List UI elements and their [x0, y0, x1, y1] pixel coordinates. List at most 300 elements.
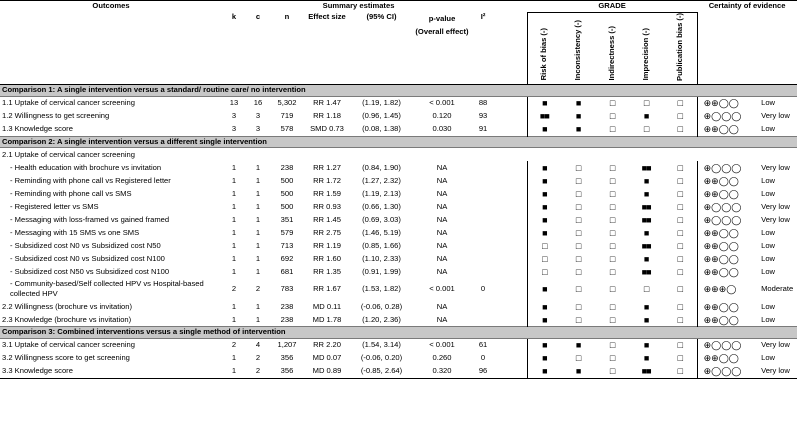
inconsistency-symbol: □: [575, 301, 581, 312]
k-value: 1: [231, 201, 237, 211]
k-value: 3: [231, 110, 237, 120]
table-row: [0, 352, 797, 365]
comparison-title: Comparison 3: Combined interventions versus a single method of intervention: [0, 327, 797, 339]
outcome-label: - Messaging with 15 SMS vs one SMS: [10, 227, 140, 237]
ci-value: (1.10, 2.33): [362, 253, 401, 263]
inconsistency-symbol: □: [575, 162, 581, 173]
n-value: 578: [280, 123, 294, 133]
p-value: NA: [436, 188, 448, 198]
spacer-cell: [495, 313, 527, 327]
outcome-label: 1.1 Uptake of cervical cancer screening: [2, 97, 135, 107]
indirectness-symbol: □: [609, 227, 615, 238]
n-value: 692: [280, 253, 294, 263]
c-value: 1: [255, 175, 261, 185]
risk-of-bias-symbol: ■: [527, 200, 561, 213]
imprecision-symbol: ■: [643, 301, 649, 312]
certainty-symbols: ⊕◯◯◯: [697, 338, 757, 352]
p-value: < 0.001: [429, 284, 455, 294]
ci-value: (1.19, 2.13): [362, 188, 401, 198]
certainty-symbols: ⊕◯◯◯: [697, 200, 757, 213]
c-value: 1: [255, 188, 261, 198]
effect-size-value: RR 2.20: [313, 340, 341, 350]
outcome-label: - Messaging with loss-framed vs gained framed: [10, 214, 170, 224]
outcome-label: 2.2 Willingness (brochure vs invitation): [2, 301, 132, 311]
effect-size-value: RR 1.60: [313, 253, 341, 263]
inconsistency-symbol: □: [575, 253, 581, 264]
certainty-level: Very low: [757, 365, 797, 379]
inconsistency-symbol: ■: [575, 123, 581, 134]
spacer-cell: [495, 161, 527, 174]
ci-value: (-0.06, 0.20): [360, 353, 403, 363]
ci-value: (0.85, 1.66): [362, 240, 401, 250]
publication-bias-symbol: □: [677, 110, 683, 121]
table-row: [0, 174, 797, 187]
indirectness-symbol: □: [609, 188, 615, 199]
publication-bias-symbol: □: [677, 175, 683, 186]
imprecision-symbol: □: [643, 97, 649, 108]
p-value: NA: [436, 162, 448, 172]
ci-value: (0.84, 1.90): [362, 162, 401, 172]
certainty-symbols: ⊕⊕◯◯: [697, 226, 757, 239]
effect-size-value: RR 1.35: [313, 266, 341, 276]
publication-bias-symbol: □: [663, 365, 697, 379]
i2-value: 0: [480, 284, 486, 294]
p-value: 0.260: [432, 353, 452, 363]
p-value: NA: [436, 266, 448, 276]
ci-value: (1.19, 1.82): [362, 97, 401, 107]
effect-size-value: SMD 0.73: [310, 123, 344, 133]
c-value: 2: [246, 365, 270, 379]
spacer-cell: [495, 239, 527, 252]
p-value: NA: [436, 175, 448, 185]
inconsistency-symbol: □: [575, 188, 581, 199]
n-value: 713: [280, 240, 294, 250]
inconsistency-symbol: □: [575, 214, 581, 225]
certainty-level: Very low: [761, 214, 790, 224]
effect-size-value: RR 1.59: [313, 188, 341, 198]
imprecision-symbol: ■■: [641, 162, 651, 173]
n-value: 500: [280, 175, 294, 185]
grade-col-indirectness: Indirectness (-): [595, 12, 629, 85]
ci-value: (-0.06, 0.28): [360, 301, 403, 311]
risk-of-bias-symbol: ■: [527, 187, 561, 200]
outcome-label: 1.2 Willingness to get screening: [2, 110, 110, 120]
k-header: k: [222, 12, 246, 85]
imprecision-symbol: □: [643, 123, 649, 134]
publication-bias-symbol: □: [677, 284, 683, 295]
certainty-level: Low: [761, 97, 776, 107]
imprecision-symbol: ■: [643, 227, 649, 238]
table-row: [0, 239, 797, 252]
inconsistency-symbol: □: [575, 353, 581, 364]
effect-size-value: RR 1.19: [313, 240, 341, 250]
c-header: c: [246, 12, 270, 85]
certainty-level: Low: [761, 266, 776, 276]
ci-value: (1.27, 2.32): [362, 175, 401, 185]
table-row: [0, 226, 797, 239]
effect-size-value: MD 1.78: [312, 314, 342, 324]
risk-of-bias-symbol: ■: [527, 161, 561, 174]
effect-size-value: RR 1.47: [313, 97, 341, 107]
certainty-level: Low: [761, 353, 776, 363]
indirectness-symbol: □: [609, 301, 615, 312]
imprecision-symbol: ■■: [641, 266, 651, 277]
imprecision-symbol: ■: [643, 340, 649, 351]
p-value: NA: [436, 227, 448, 237]
indirectness-symbol: □: [609, 266, 615, 277]
indirectness-symbol: □: [609, 175, 615, 186]
comparison-row: [0, 327, 797, 339]
inconsistency-symbol: □: [575, 227, 581, 238]
comparison-row: [0, 136, 797, 148]
publication-bias-symbol: □: [677, 97, 683, 108]
p-value: < 0.001: [429, 97, 455, 107]
publication-bias-symbol: □: [677, 340, 683, 351]
table-row: [0, 313, 797, 327]
imprecision-symbol: ■: [643, 253, 649, 264]
effect-size-value: RR 1.67: [313, 284, 341, 294]
k-value: 1: [231, 301, 237, 311]
spacer-cell: [495, 213, 527, 226]
spacer-cell: [495, 226, 527, 239]
k-value: 1: [222, 365, 246, 379]
ci-value: (-0.85, 2.64): [350, 365, 413, 379]
outcome-label: - Reminding with phone call vs Registered letter: [10, 175, 171, 185]
effect-size-value: RR 1.72: [313, 175, 341, 185]
outcome-label: - Community-based/Self collected HPV vs Hospital-based collected HPV: [10, 278, 204, 299]
i2-value: [471, 252, 495, 265]
grade-col-imprecision: Imprecision (-): [629, 12, 663, 85]
c-value: 1: [255, 227, 261, 237]
i2-value: [471, 174, 495, 187]
table-row: [0, 300, 797, 313]
p-value: 0.320: [413, 365, 471, 379]
c-value: 16: [253, 97, 263, 107]
imprecision-symbol: ■: [643, 314, 649, 325]
n-value: 238: [280, 301, 294, 311]
imprecision-symbol: ■: [643, 110, 649, 121]
n-value: 500: [280, 201, 294, 211]
n-value: 238: [280, 162, 294, 172]
c-value: 1: [255, 301, 261, 311]
inconsistency-symbol: ■: [575, 110, 581, 121]
comparison-title: Comparison 1: A single intervention versus a standard/ routine care/ no intervention: [0, 85, 797, 97]
n-value: 356: [280, 353, 294, 363]
certainty-header: Certainty of evidence: [697, 1, 797, 13]
p-value: NA: [436, 301, 448, 311]
publication-bias-symbol: □: [677, 201, 683, 212]
n-value: 579: [280, 227, 294, 237]
p-value: NA: [436, 240, 448, 250]
n-value: 238: [280, 314, 294, 324]
i2-value: 96: [471, 365, 495, 379]
k-value: 1: [231, 253, 237, 263]
publication-bias-symbol: □: [677, 214, 683, 225]
table-row: [0, 252, 797, 265]
certainty-symbols: ⊕⊕◯◯: [697, 239, 757, 252]
certainty-symbols: ⊕⊕◯◯: [697, 265, 757, 278]
inconsistency-symbol: □: [575, 240, 581, 251]
spacer-cell: [495, 123, 527, 137]
indirectness-symbol: □: [609, 97, 615, 108]
c-value: 1: [255, 314, 261, 324]
spacer-cell: [495, 96, 527, 110]
i2-value: [471, 187, 495, 200]
certainty-symbols: ⊕⊕◯◯: [697, 174, 757, 187]
certainty-symbols: ⊕⊕◯◯: [697, 123, 757, 137]
ci-value: (1.20, 2.36): [362, 314, 401, 324]
outcome-label: - Subsidized cost N50 vs Subsidized cost N100: [10, 266, 170, 276]
risk-of-bias-symbol: ■: [527, 352, 561, 365]
c-value: 1: [255, 162, 261, 172]
outcome-label: - Subsidized cost N0 vs Subsidized cost N100: [10, 253, 165, 263]
imprecision-symbol: ■: [643, 353, 649, 364]
c-value: 1: [255, 214, 261, 224]
n-value: 1,207: [277, 340, 297, 350]
i2-value: [471, 213, 495, 226]
table-row: [0, 96, 797, 110]
imprecision-symbol: ■: [643, 175, 649, 186]
certainty-symbols: ⊕⊕◯◯: [697, 252, 757, 265]
indirectness-symbol: □: [609, 214, 615, 225]
spacer-cell: [495, 174, 527, 187]
n-value: 681: [280, 266, 294, 276]
inconsistency-symbol: □: [575, 284, 581, 295]
outcome-label: - Subsidized cost N0 vs Subsidized cost N50: [10, 240, 161, 250]
p-value: 0.030: [432, 123, 452, 133]
indirectness-symbol: □: [609, 240, 615, 251]
indirectness-symbol: □: [595, 365, 629, 379]
k-value: 1: [231, 227, 237, 237]
k-value: 1: [231, 314, 237, 324]
c-value: 4: [255, 340, 261, 350]
i2-value: [471, 265, 495, 278]
c-value: 1: [255, 253, 261, 263]
certainty-symbols: ⊕⊕◯◯: [697, 300, 757, 313]
subheading-label: 2.1 Uptake of cervical cancer screening: [2, 149, 135, 159]
table-row: [0, 278, 797, 300]
publication-bias-symbol: □: [677, 162, 683, 173]
certainty-level: Very low: [761, 201, 790, 211]
risk-of-bias-symbol: ■: [527, 213, 561, 226]
k-value: 3: [231, 123, 237, 133]
indirectness-symbol: □: [609, 353, 615, 364]
outcome-label: - Registered letter vs SMS: [10, 201, 99, 211]
table-row: [0, 110, 797, 123]
risk-of-bias-symbol: ■: [527, 226, 561, 239]
k-value: 2: [231, 284, 237, 294]
publication-bias-symbol: □: [677, 353, 683, 364]
publication-bias-symbol: □: [677, 123, 683, 134]
spacer-cell: [495, 278, 527, 300]
p-value: NA: [436, 253, 448, 263]
k-value: 1: [231, 162, 237, 172]
indirectness-symbol: □: [609, 340, 615, 351]
risk-of-bias-symbol: ■: [527, 300, 561, 313]
inconsistency-symbol: ■: [561, 365, 595, 379]
effect-size-header: Effect size: [304, 12, 350, 85]
c-value: 3: [255, 123, 261, 133]
certainty-level: Low: [761, 240, 776, 250]
imprecision-symbol: ■■: [641, 201, 651, 212]
certainty-level: Low: [761, 227, 776, 237]
p-value: NA: [436, 314, 448, 324]
spacer-cell: [495, 365, 527, 379]
spacer-cell: [495, 352, 527, 365]
publication-bias-symbol: □: [677, 314, 683, 325]
n-value: 351: [280, 214, 294, 224]
k-value: 1: [231, 353, 237, 363]
certainty-level: Very low: [761, 162, 790, 172]
indirectness-symbol: □: [609, 110, 615, 121]
p-value: 0.120: [432, 110, 452, 120]
i2-value: [471, 313, 495, 327]
certainty-symbols: ⊕⊕⊕◯: [697, 278, 757, 300]
comparison-row: [0, 85, 797, 97]
ci-value: (0.08, 1.38): [362, 123, 401, 133]
certainty-symbols: ⊕◯◯◯: [697, 161, 757, 174]
certainty-level: Low: [761, 253, 776, 263]
i2-value: [471, 226, 495, 239]
risk-of-bias-symbol: ■■: [527, 110, 561, 123]
effect-size-value: RR 2.75: [313, 227, 341, 237]
risk-of-bias-symbol: □: [527, 239, 561, 252]
outcome-label: 1.3 Knowledge score: [2, 123, 73, 133]
c-value: 1: [255, 201, 261, 211]
i2-value: 93: [478, 110, 488, 120]
effect-size-value: MD 0.89: [304, 365, 350, 379]
table-row: [0, 213, 797, 226]
inconsistency-symbol: □: [575, 314, 581, 325]
p-value-header: p-value (Overall effect): [413, 12, 471, 85]
k-value: 2: [231, 340, 237, 350]
table-row: [0, 123, 797, 137]
certainty-symbols: ⊕⊕◯◯: [697, 352, 757, 365]
risk-of-bias-symbol: □: [527, 265, 561, 278]
publication-bias-symbol: □: [677, 253, 683, 264]
risk-of-bias-symbol: □: [527, 252, 561, 265]
ci-value: (1.54, 3.14): [362, 340, 401, 350]
outcome-label: - Health education with brochure vs invitation: [10, 162, 162, 172]
effect-size-value: MD 0.11: [312, 301, 342, 311]
ci-value: (0.66, 1.30): [362, 201, 401, 211]
certainty-level: Low: [761, 123, 776, 133]
c-value: 1: [255, 266, 261, 276]
table-row: [0, 161, 797, 174]
ci-value: (0.91, 1.99): [362, 266, 401, 276]
effect-size-value: RR 1.18: [313, 110, 341, 120]
ci-value: (1.46, 5.19): [362, 227, 401, 237]
c-value: 2: [255, 353, 261, 363]
i2-value: 61: [478, 340, 488, 350]
i2-value: [471, 161, 495, 174]
risk-of-bias-symbol: ■: [527, 96, 561, 110]
effect-size-value: RR 1.45: [313, 214, 341, 224]
certainty-symbols: ⊕◯◯◯: [697, 365, 757, 379]
imprecision-symbol: □: [643, 284, 649, 295]
risk-of-bias-symbol: ■: [527, 338, 561, 352]
risk-of-bias-symbol: ■: [527, 174, 561, 187]
certainty-level: Very low: [761, 340, 790, 350]
inconsistency-symbol: ■: [575, 97, 581, 108]
k-value: 1: [231, 266, 237, 276]
indirectness-symbol: □: [609, 123, 615, 134]
table-row: [0, 365, 797, 379]
grade-col-publication-bias: Publication bias (-): [663, 12, 697, 85]
i2-value: 0: [480, 353, 486, 363]
imprecision-symbol: ■■: [641, 214, 651, 225]
ci-header: (95% CI): [350, 12, 413, 85]
subheading-row: [0, 148, 797, 162]
n-value: 783: [280, 284, 294, 294]
i2-value: 91: [478, 123, 488, 133]
certainty-level: Low: [761, 188, 776, 198]
certainty-level: Low: [761, 175, 776, 185]
indirectness-symbol: □: [609, 162, 615, 173]
i2-value: [471, 300, 495, 313]
effect-size-value: RR 1.27: [313, 162, 341, 172]
spacer-cell: [495, 300, 527, 313]
comparison-title: Comparison 2: A single intervention versus a different single intervention: [0, 136, 797, 148]
publication-bias-symbol: □: [677, 240, 683, 251]
spacer-cell: [495, 110, 527, 123]
p-value: NA: [436, 214, 448, 224]
n-value: 356: [270, 365, 304, 379]
table-row: [0, 200, 797, 213]
certainty-symbols: ⊕⊕◯◯: [697, 313, 757, 327]
indirectness-symbol: □: [609, 201, 615, 212]
spacer-cell: [495, 338, 527, 352]
n-value: 5,302: [277, 97, 297, 107]
certainty-level: Moderate: [761, 284, 794, 294]
publication-bias-symbol: □: [677, 266, 683, 277]
ci-value: (0.96, 1.45): [362, 110, 401, 120]
k-value: 1: [231, 188, 237, 198]
spacer-cell: [495, 265, 527, 278]
certainty-level: Very low: [761, 110, 790, 120]
grade-col-inconsistency: Inconsistency (-): [561, 12, 595, 85]
k-value: 13: [229, 97, 239, 107]
c-value: 3: [255, 110, 261, 120]
p-value: < 0.001: [429, 340, 455, 350]
indirectness-symbol: □: [609, 314, 615, 325]
outcome-label: - Reminding with phone call vs SMS: [10, 188, 132, 198]
imprecision-symbol: ■: [643, 188, 649, 199]
certainty-level: Low: [761, 314, 776, 324]
table-header: [0, 1, 797, 85]
outcome-label: 3.2 Willingness score to get screening: [2, 353, 130, 363]
publication-bias-symbol: □: [677, 301, 683, 312]
n-value: 500: [280, 188, 294, 198]
i2-value: 88: [478, 97, 488, 107]
inconsistency-symbol: □: [575, 175, 581, 186]
effect-size-value: RR 0.93: [313, 201, 341, 211]
indirectness-symbol: □: [609, 253, 615, 264]
imprecision-symbol: ■■: [641, 240, 651, 251]
risk-of-bias-symbol: ■: [527, 123, 561, 137]
table-body: [0, 85, 797, 379]
ci-value: (0.69, 3.03): [362, 214, 401, 224]
outcome-label: 3.3 Knowledge score: [0, 365, 222, 379]
c-value: 1: [255, 240, 261, 250]
spacer-cell: [495, 252, 527, 265]
ci-value: (1.53, 1.82): [362, 284, 401, 294]
p-value: NA: [436, 201, 448, 211]
risk-of-bias-symbol: ■: [527, 278, 561, 300]
spacer-cell: [495, 187, 527, 200]
publication-bias-symbol: □: [677, 227, 683, 238]
c-value: 2: [255, 284, 261, 294]
